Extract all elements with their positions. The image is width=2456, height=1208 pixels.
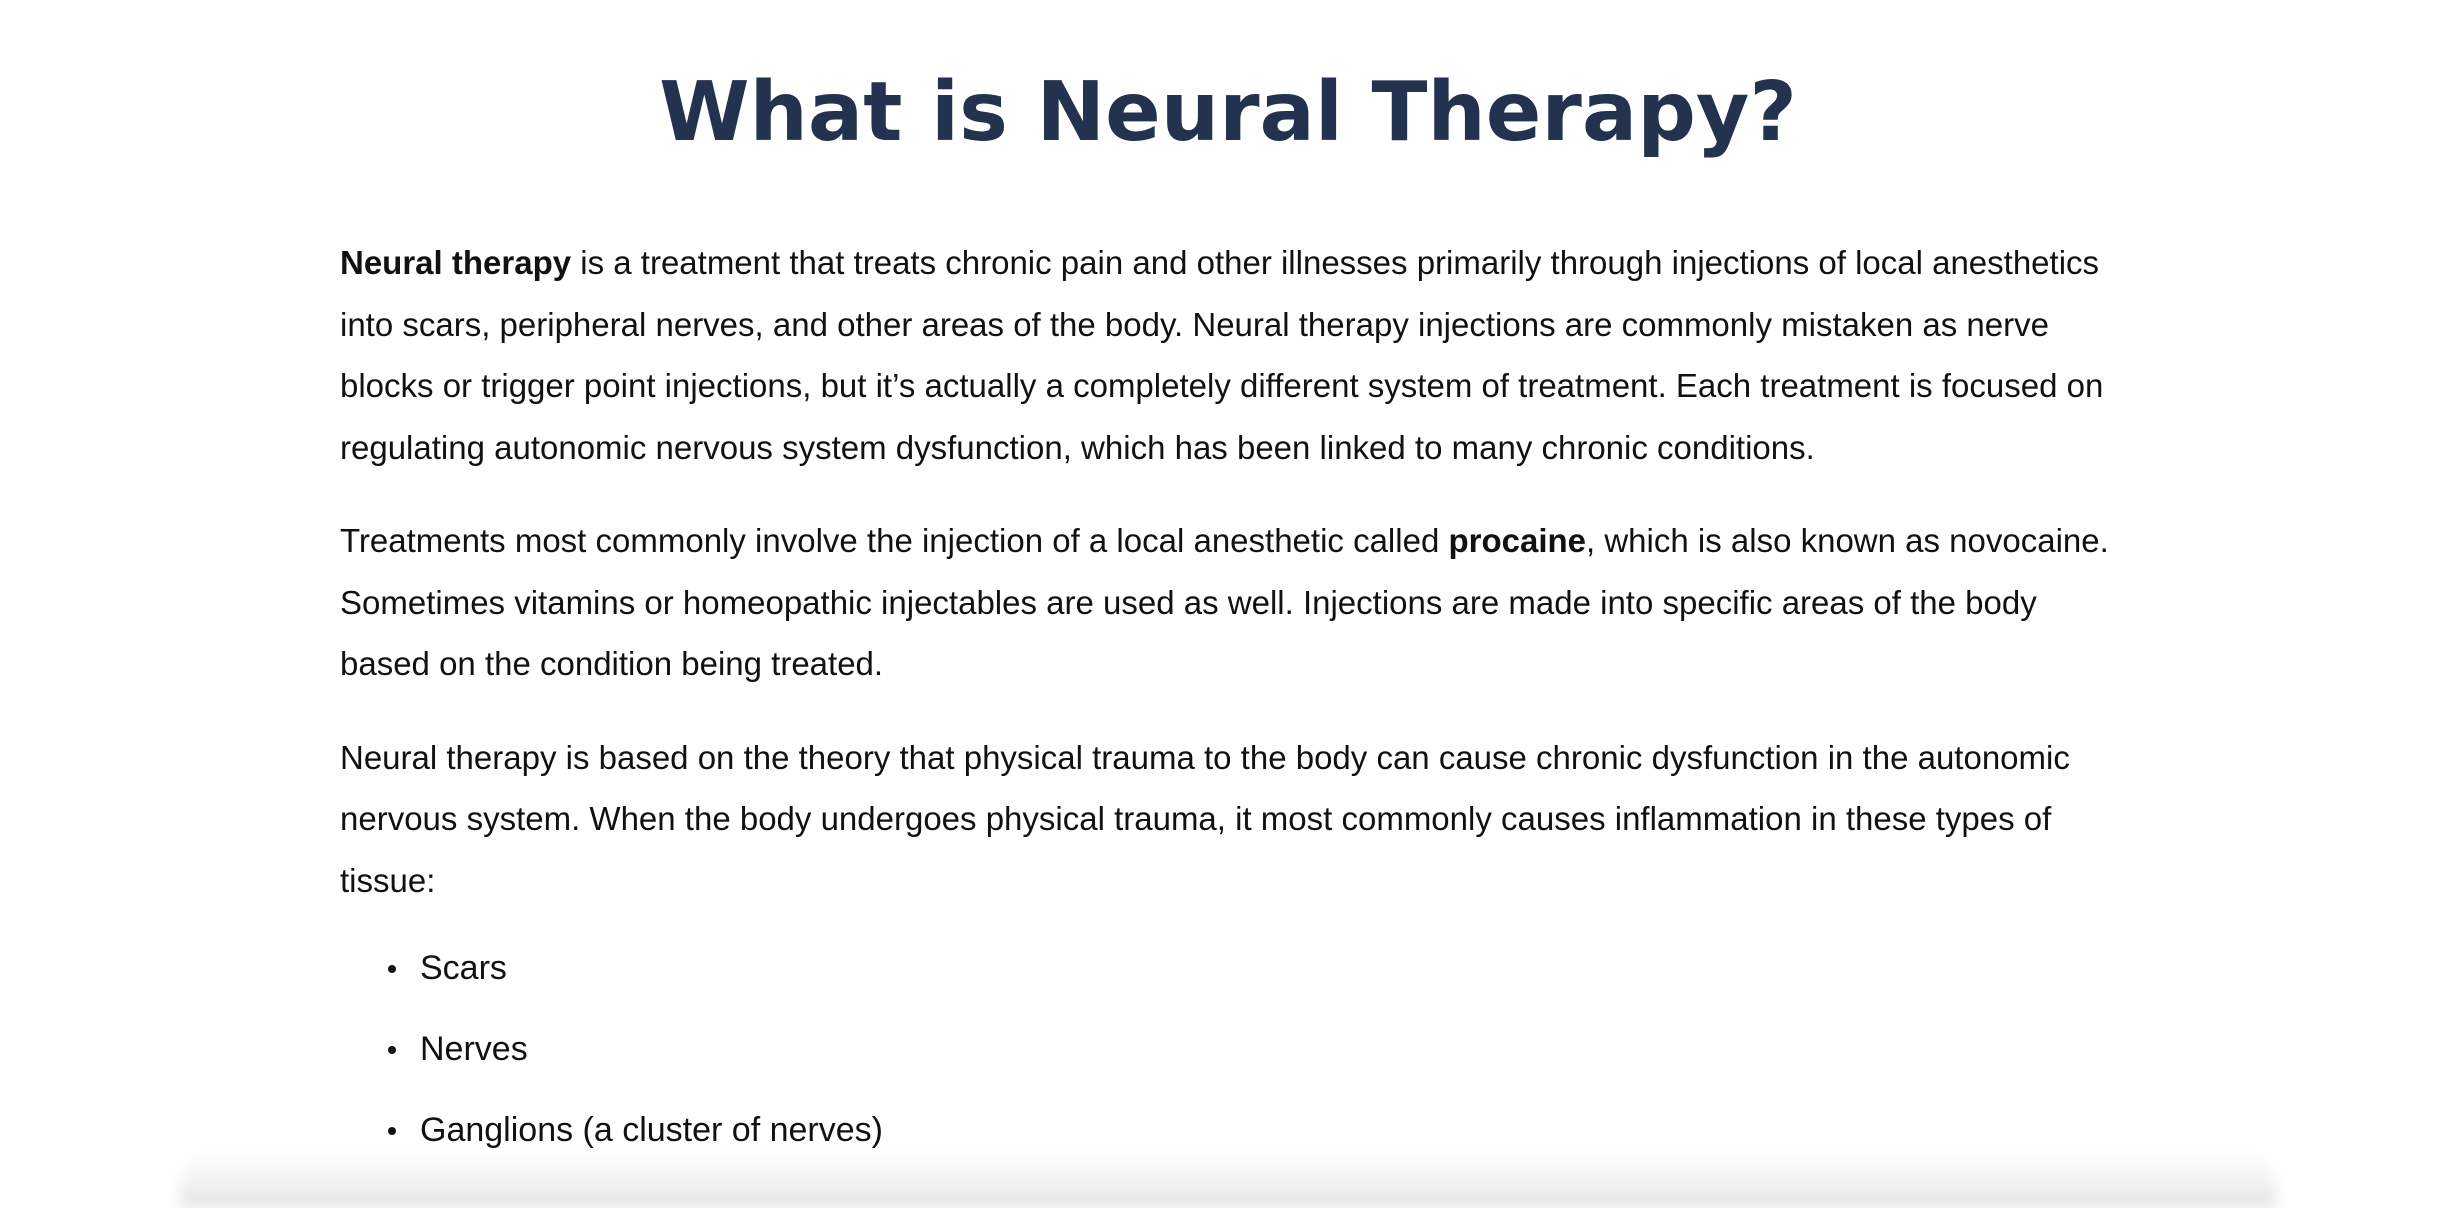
list-item <box>340 943 2120 993</box>
article-body <box>340 232 2120 1186</box>
list-item-label: Scars <box>420 949 507 987</box>
list-item <box>340 1024 2120 1074</box>
bottom-panel-shadow <box>180 1150 2276 1208</box>
paragraph-intro-text: is a treatment that treats chronic pain and other illnesses primarily through injections of local anesthetics into scars, peripheral nerves, and other areas of the body. Neural therapy injections are commonly mistaken as nerve blocks or trigger point injections, but it’s actually a completely different system of treatment. Each treatment is focused on regulating autonomic nervous system dysfunction, which has been linked to many chronic conditions. <box>340 244 2104 466</box>
bullet-dot-icon <box>388 1127 396 1135</box>
list-item <box>340 1105 2120 1155</box>
paragraph-theory: Neural therapy is based on the theory that physical trauma to the body can cause chronic dysfunction in the autonomic nervous system. When the body undergoes physical trauma, it most commonly causes inflammation in these types of tissue: <box>340 738 2070 899</box>
bullet-dot-icon <box>388 1046 396 1054</box>
list-item-label: Ganglions (a cluster of nerves) <box>420 1111 883 1149</box>
bullet-dot-icon <box>388 965 396 973</box>
tissue-list <box>340 943 2120 1155</box>
page-title: What is Neural Therapy? <box>659 65 1797 160</box>
paragraph-treatments-text-before: Treatments most commonly involve the injection of a local anesthetic called <box>340 522 1449 559</box>
list-item-label: Nerves <box>420 1030 528 1068</box>
paragraph-treatments-text-after: , which is also known as novocaine. Sometimes vitamins or homeopathic injectables are used as well. Injections are made into specific areas of the body based on the condition being treated. <box>340 522 2109 682</box>
paragraph-treatments <box>340 510 2120 695</box>
procaine-bold: procaine <box>1448 522 1587 559</box>
paragraph-intro <box>340 232 2120 478</box>
neural-therapy-bold: Neural therapy <box>340 244 572 281</box>
